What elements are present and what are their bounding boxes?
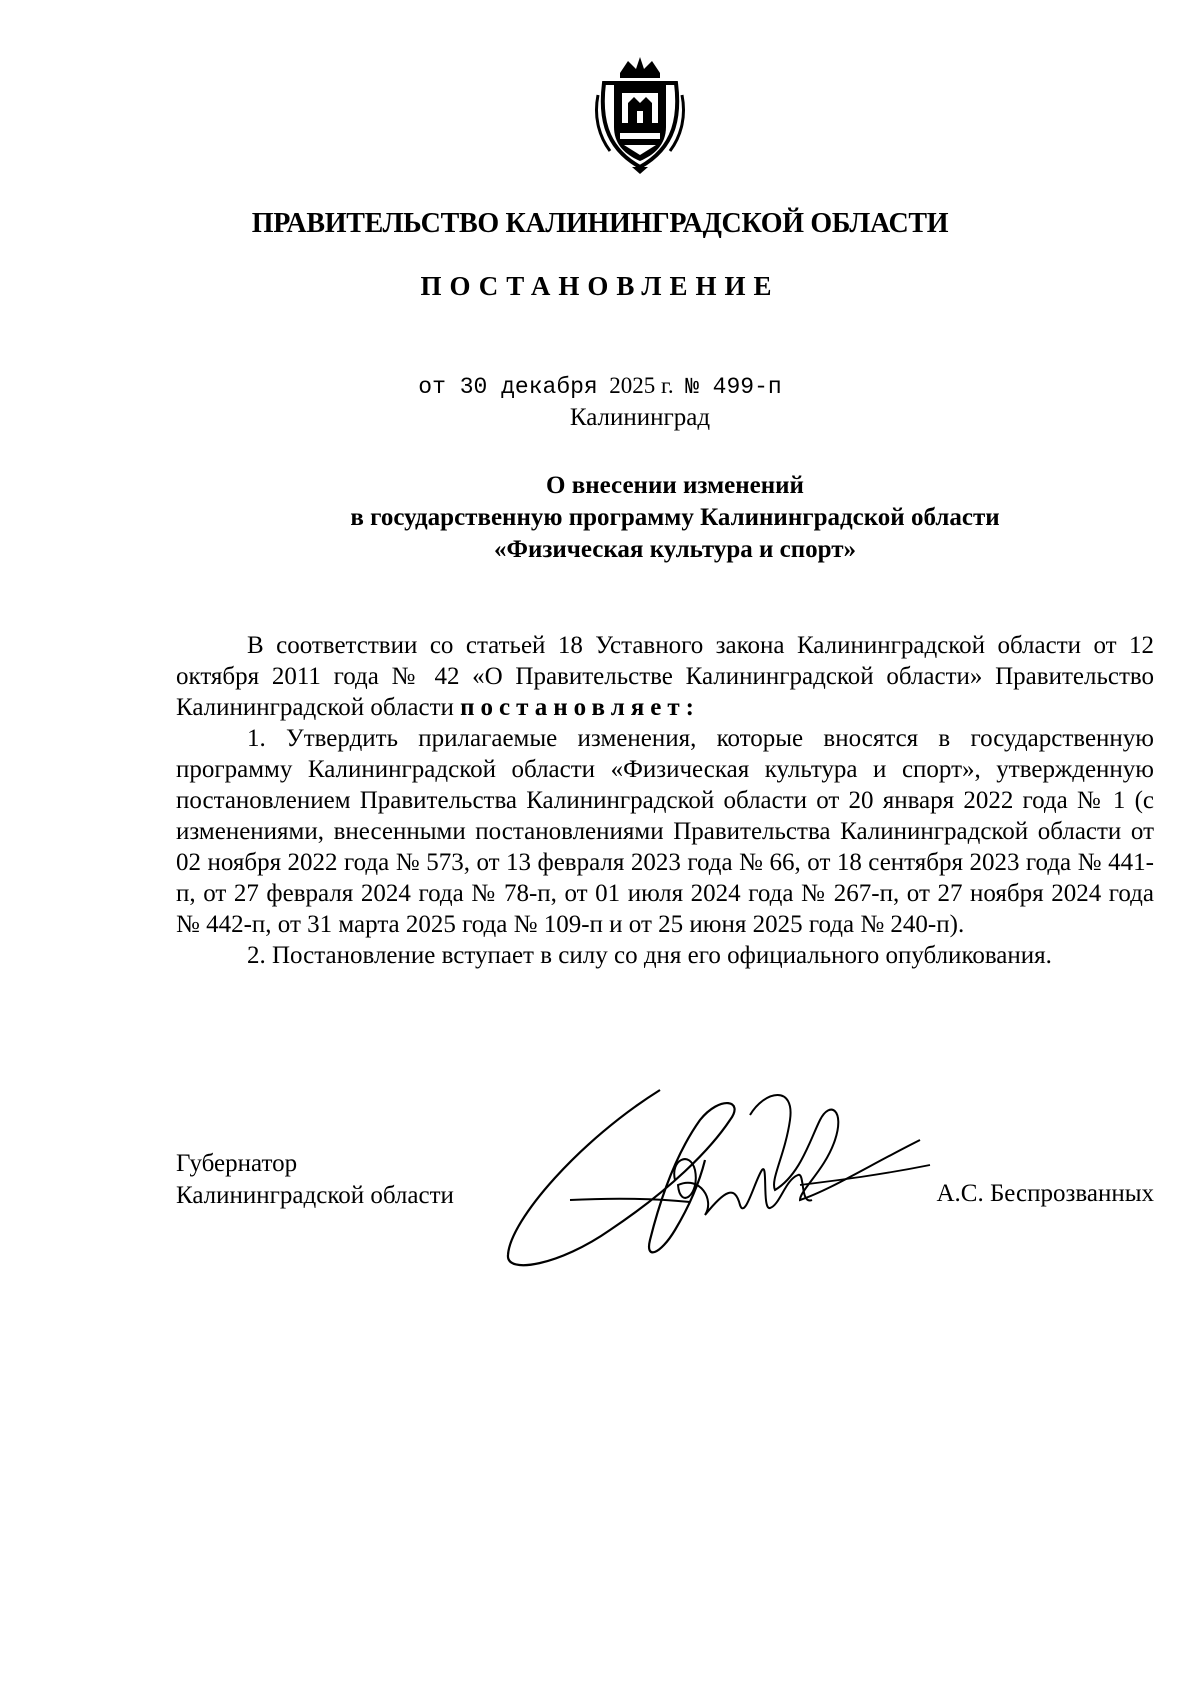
- signer-name: А.С. Беспрозванных: [936, 1180, 1154, 1207]
- signer-position-line: Калининградской области: [176, 1182, 454, 1209]
- document-number: № 499-п: [685, 374, 782, 400]
- preamble-text: В соответствии со статьей 18 Уставного закона Калининградской области от 12 октября 2011 года № 42 «О Правительстве Калининградской области» Правительство Калининградской области: [176, 632, 1154, 721]
- document-body: [176, 630, 1154, 971]
- subject-line: О внесении изменений: [546, 472, 804, 499]
- document-date: от 30 декабря: [418, 374, 598, 400]
- coat-of-arms-icon: [590, 55, 690, 175]
- preamble-paragraph: [176, 630, 1154, 723]
- document-type: ПОСТАНОВЛЕНИЕ: [420, 271, 780, 301]
- document-year: 2025 г.: [609, 373, 674, 398]
- document-city: Калининград: [569, 404, 711, 431]
- subject-line: в государственную программу Калининградской области: [350, 504, 1000, 531]
- item-1-paragraph: 1. Утвердить прилагаемые изменения, которые вносятся в государственную программу Калининградской области «Физическая культура и спорт», утвержденную постановлением Правительства Калининградской области от 20 января 2022 года № 1 (с изменениями, внесенными постановлениями Правительства Калининградской области от 02 ноября 2022 года № 573, от 13 февраля 2023 года № 66, от 18 сентября 2023 года № 441-п, от 27 февраля 2024 года № 78-п, от 01 июля 2024 года № 267-п, от 27 ноября 2024 года № 442-п, от 31 марта 2025 года № 109-п и от 25 июня 2025 года № 240-п).: [176, 725, 1154, 938]
- signer-position-line: Губернатор: [176, 1150, 298, 1177]
- resolves-word: постановляет:: [460, 694, 700, 721]
- document-subject: [250, 470, 1100, 566]
- document-date-number: [0, 373, 1200, 400]
- signer-position: [176, 1148, 454, 1212]
- handwritten-signature: [500, 1080, 940, 1280]
- organization-title: ПРАВИТЕЛЬСТВО КАЛИНИНГРАДСКОЙ ОБЛАСТИ: [251, 208, 949, 239]
- item-2-paragraph: 2. Постановление вступает в силу со дня его официального опубликования.: [247, 942, 1052, 969]
- subject-line: «Физическая культура и спорт»: [493, 536, 857, 563]
